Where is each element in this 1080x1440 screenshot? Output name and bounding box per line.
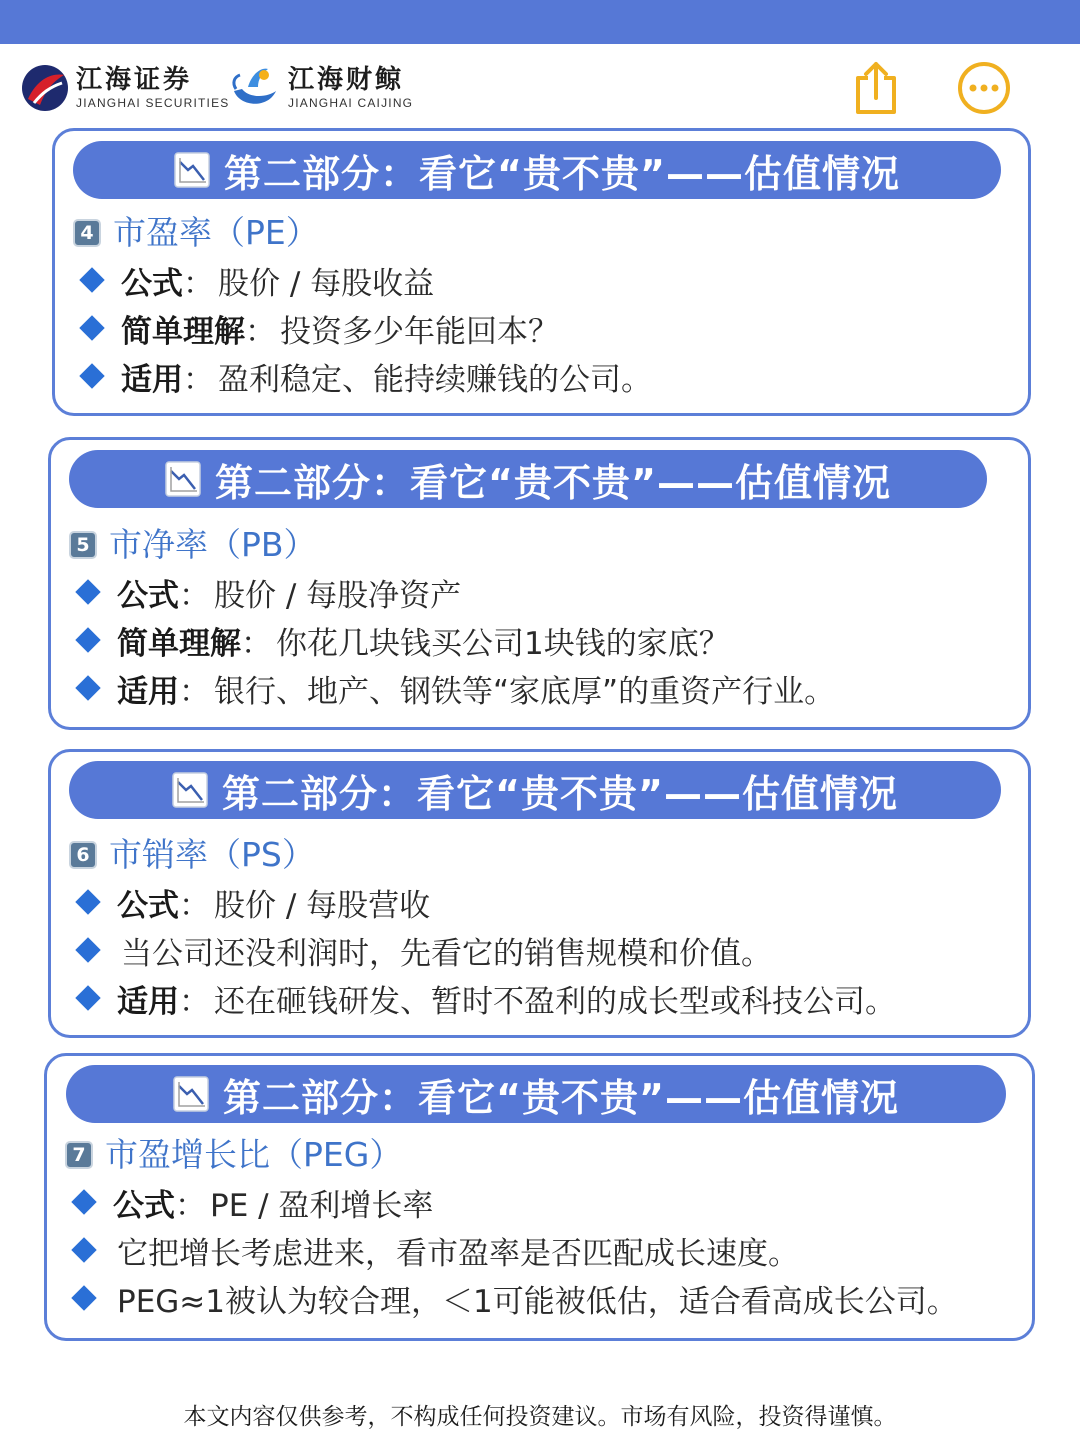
diamond-bullet-icon: [75, 627, 100, 652]
number-badge: 7: [65, 1141, 93, 1169]
valuation-card-peg: [44, 1053, 1035, 1341]
card-title-text: 第二部分：看它“贵不贵”——估值情况: [224, 151, 900, 196]
diamond-bullet-icon: [71, 1285, 96, 1310]
card-title-text: 第二部分：看它“贵不贵”——估值情况: [215, 460, 891, 505]
bullet-label: 公式: [121, 265, 183, 302]
number-badge: 4: [73, 219, 101, 247]
jianghai-securities-logo: [20, 58, 230, 118]
jianghai-securities-logo-icon: [20, 63, 70, 113]
bullet-text: 股价 / 每股收益: [218, 265, 435, 302]
chart-decreasing-icon: [165, 461, 201, 497]
section-title: 市净率（PB）: [109, 525, 317, 564]
bullet-item: [73, 572, 461, 612]
brand1-subtitle: JIANGHAI SECURITIES: [76, 96, 230, 110]
card-title-text: 第二部分：看它“贵不贵”——估值情况: [222, 771, 898, 816]
header: [0, 44, 1080, 128]
diamond-bullet-icon: [71, 1189, 96, 1214]
diamond-bullet-icon: [75, 985, 100, 1010]
bullet-label: 简单理解: [117, 625, 241, 662]
bullet-item: [77, 260, 434, 300]
share-icon: [852, 60, 900, 116]
bullet-item: [73, 668, 835, 708]
jianghai-caijing-logo: [228, 58, 413, 118]
number-badge: 5: [69, 531, 97, 559]
bullet-label: 公式: [117, 887, 179, 924]
card-title-banner: [66, 1065, 1006, 1123]
section-heading: [69, 525, 317, 565]
more-dots-icon: [956, 60, 1012, 116]
bullet-label: 适用: [121, 361, 183, 398]
bullet-separator: ：: [179, 577, 210, 614]
valuation-card-ps: [48, 749, 1031, 1038]
bullet-item: [73, 620, 730, 660]
share-button[interactable]: [846, 58, 906, 118]
chart-decreasing-icon: [172, 772, 208, 808]
bullet-item: [69, 1182, 433, 1222]
diamond-bullet-icon: [79, 315, 104, 340]
bullet-separator: ：: [245, 313, 276, 350]
bullet-item: [77, 356, 652, 396]
whale-logo-icon: [228, 61, 282, 115]
section-heading: [69, 835, 315, 875]
bullet-label: 公式: [113, 1187, 175, 1224]
card-title-text: 第二部分：看它“贵不贵”——估值情况: [223, 1075, 899, 1120]
card-title-banner: [73, 141, 1001, 199]
bullet-text: 还在砸钱研发、暂时不盈利的成长型或科技公司。: [214, 983, 896, 1020]
chart-decreasing-icon: [174, 152, 210, 188]
bullet-text: PE / 盈利增长率: [210, 1187, 434, 1224]
bullet-item: [73, 930, 772, 970]
bullet-text: PEG≈1被认为较合理，＜1可能被低估，适合看高成长公司。: [117, 1283, 958, 1320]
section-heading: [73, 213, 319, 253]
bullet-separator: ：: [179, 673, 210, 710]
diamond-bullet-icon: [79, 363, 104, 388]
bullet-label: 适用: [117, 673, 179, 710]
bullet-text: 股价 / 每股营收: [214, 887, 431, 924]
bullet-separator: ：: [241, 625, 272, 662]
diamond-bullet-icon: [75, 889, 100, 914]
bullet-item: [73, 978, 896, 1018]
bullet-text: 股价 / 每股净资产: [214, 577, 462, 614]
brand2-subtitle: JIANGHAI CAIJING: [288, 96, 414, 110]
bullet-separator: ：: [175, 1187, 206, 1224]
brand1-name: 江海证券: [76, 65, 193, 95]
bullet-separator: ：: [183, 361, 214, 398]
card-title-banner: [69, 450, 987, 508]
bullet-item: [69, 1230, 799, 1270]
bullet-text: 当公司还没利润时，先看它的销售规模和价值。: [121, 935, 772, 972]
valuation-card-pb: [48, 437, 1031, 730]
diamond-bullet-icon: [79, 267, 104, 292]
more-options-button[interactable]: [954, 58, 1014, 118]
bullet-label: 简单理解: [121, 313, 245, 350]
chart-decreasing-icon: [173, 1076, 209, 1112]
bullet-text: 盈利稳定、能持续赚钱的公司。: [218, 361, 652, 398]
disclaimer-text: 本文内容仅供参考，不构成任何投资建议。市场有风险，投资得谨慎。: [183, 1404, 897, 1430]
section-title: 市销率（PS）: [109, 835, 315, 874]
bullet-item: [77, 308, 559, 348]
bullet-text: 投资多少年能回本？: [280, 313, 559, 350]
bullet-separator: ：: [179, 887, 210, 924]
bullet-label: 公式: [117, 577, 179, 614]
bullet-separator: ：: [179, 983, 210, 1020]
bullet-item: [69, 1278, 958, 1318]
valuation-card-pe: [52, 128, 1031, 416]
diamond-bullet-icon: [75, 675, 100, 700]
bullet-item: [73, 882, 430, 922]
brand2-name: 江海财鲸: [288, 65, 405, 95]
section-title: 市盈增长比（PEG）: [105, 1135, 403, 1174]
bullet-separator: ：: [183, 265, 214, 302]
card-title-banner: [69, 761, 1001, 819]
number-badge: 6: [69, 841, 97, 869]
bullet-text: 它把增长考虑进来，看市盈率是否匹配成长速度。: [117, 1235, 799, 1272]
bullet-text: 银行、地产、钢铁等“家底厚”的重资产行业。: [214, 673, 836, 710]
section-title: 市盈率（PE）: [113, 213, 319, 252]
diamond-bullet-icon: [75, 937, 100, 962]
diamond-bullet-icon: [75, 579, 100, 604]
section-heading: [65, 1135, 402, 1175]
diamond-bullet-icon: [71, 1237, 96, 1262]
bullet-label: 适用: [117, 983, 179, 1020]
top-color-bar: [0, 0, 1080, 44]
bullet-text: 你花几块钱买公司1块钱的家底？: [276, 625, 730, 662]
